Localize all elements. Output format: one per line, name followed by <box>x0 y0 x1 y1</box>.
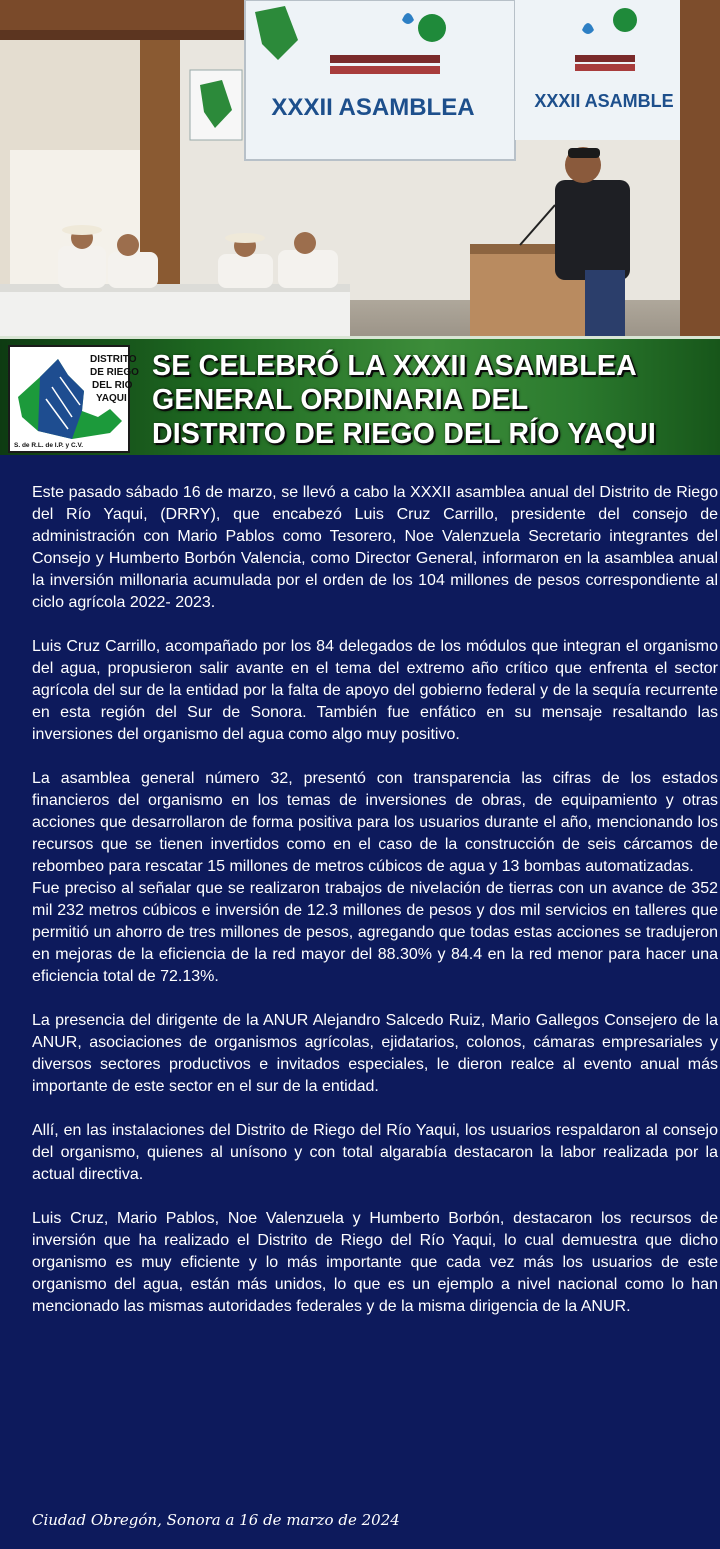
logo-text-line1: DISTRITO <box>90 354 137 365</box>
drry-map-logo-icon <box>10 347 139 451</box>
dateline: Ciudad Obregón, Sonora a 16 de marzo de 2024 <box>32 1511 400 1529</box>
screen-right-title: XXXII ASAMBLE <box>534 91 674 111</box>
article-paragraph: Allí, en las instalaciones del Distrito de Riego del Río Yaqui, los usuarios respaldaron al consejo del organismo, quienes al unísono y con total algarabía destacaron la labor realizada por la actual directiva. <box>32 1122 718 1183</box>
logo-text-line3: DEL RIO <box>92 380 133 391</box>
headline-line-2: GENERAL ORDINARIA DEL <box>152 384 529 416</box>
title-banner <box>0 336 720 455</box>
article-body <box>32 482 718 1340</box>
logo-footer-text: S. de R.L. de I.P. y C.V. <box>14 442 83 449</box>
screen-left <box>245 0 515 160</box>
article-paragraph: Luis Cruz, Mario Pablos, Noe Valenzuela y Humberto Borbón, destacaron los recursos de inversión que ha realizado el Distrito de Riego del Río Yaqui, lo cual demuestra que dicho organismo es muy eficiente y lo más importante que cada vez más los usuarios de este organismo del agua, están más unidos, lo que es un ejemplo a nivel nacional como lo han mencionado las mismas autoridades federales y de la misma dirigencia de la ANUR. <box>32 1210 718 1315</box>
screen-right <box>515 0 680 140</box>
article-paragraph: Fue preciso al señalar que se realizaron trabajos de nivelación de tierras con un avance de 352 mil 232 metros cúbicos e inversión de 12.3 millones de pesos y dos mil servicios en talleres que permitió un ahorro de tres millones de pesos, agregando que todas estas acciones se tradujeron en mejoras de la eficiencia de la red mayor del 88.30% y 84.4 en la red menor para hacer una eficiencia total de 72.13%. <box>32 880 718 985</box>
article-paragraph: Luis Cruz Carrillo, acompañado por los 84 delegados de los módulos que integran el organismo del agua, propusieron salir avante en el tema del extremo año crítico que enfrenta el sector agrícola del sur de la entidad por la falta de apoyo del gobierno federal y de la sequía recurrente en esta región del Sur de Sonora. También fue enfático en su mensaje resaltando las inversiones del organismo del agua como algo muy positivo. <box>32 638 718 743</box>
event-photo <box>0 0 720 340</box>
headline-line-3: DISTRITO DE RIEGO DEL RÍO YAQUI <box>152 418 656 450</box>
headline <box>152 349 712 451</box>
drry-logo <box>8 345 139 453</box>
logo-text-line2: DE RIEGO <box>90 367 139 378</box>
article-paragraph: La asamblea general número 32, presentó con transparencia las cifras de los estados financieros del organismo en los temas de inversiones de obras, de equipamiento y otras acciones que desarrollaron de forma positiva para los usuarios durante el año, mencionando los recursos que se tienen invertidos como en el caso de la construcción de seis cárcamos de rebombeo para rescatar 15 millones de metros cúbicos de agua y 13 bombas automatizadas. <box>32 770 718 875</box>
headline-line-1: SE CELEBRÓ LA XXXII ASAMBLEA <box>152 350 637 382</box>
article-paragraph: La presencia del dirigente de la ANUR Alejandro Salcedo Ruiz, Mario Gallegos Consejero de la ANUR, asociaciones de organismos agrícolas, ejidatarios, colonos, cámaras empresariales y diversos sectores productivos e invitados especiales, le dieron realce al evento anual más importante de este sector en el sur de la entidad. <box>32 1012 718 1095</box>
screen-left-title: XXXII ASAMBLEA <box>271 94 475 121</box>
logo-text-line4: YAQUI <box>96 393 127 404</box>
article-paragraph: Este pasado sábado 16 de marzo, se llevó a cabo la XXXII asamblea anual del Distrito de Riego del Río Yaqui, (DRRY), que encabezó Luis Cruz Carrillo, presidente del consejo de administración con Mario Pablos como Tesorero, Noe Valenzuela Secretario integrantes del Consejo y Humberto Borbón Valencia, como Director General, informaron en la asamblea anual la inversión millonaria acumulada por el orden de los 104 millones de pesos correspondiente al ciclo agrícola 2022- 2023. <box>32 484 718 611</box>
event-scene-illustration <box>0 0 720 340</box>
